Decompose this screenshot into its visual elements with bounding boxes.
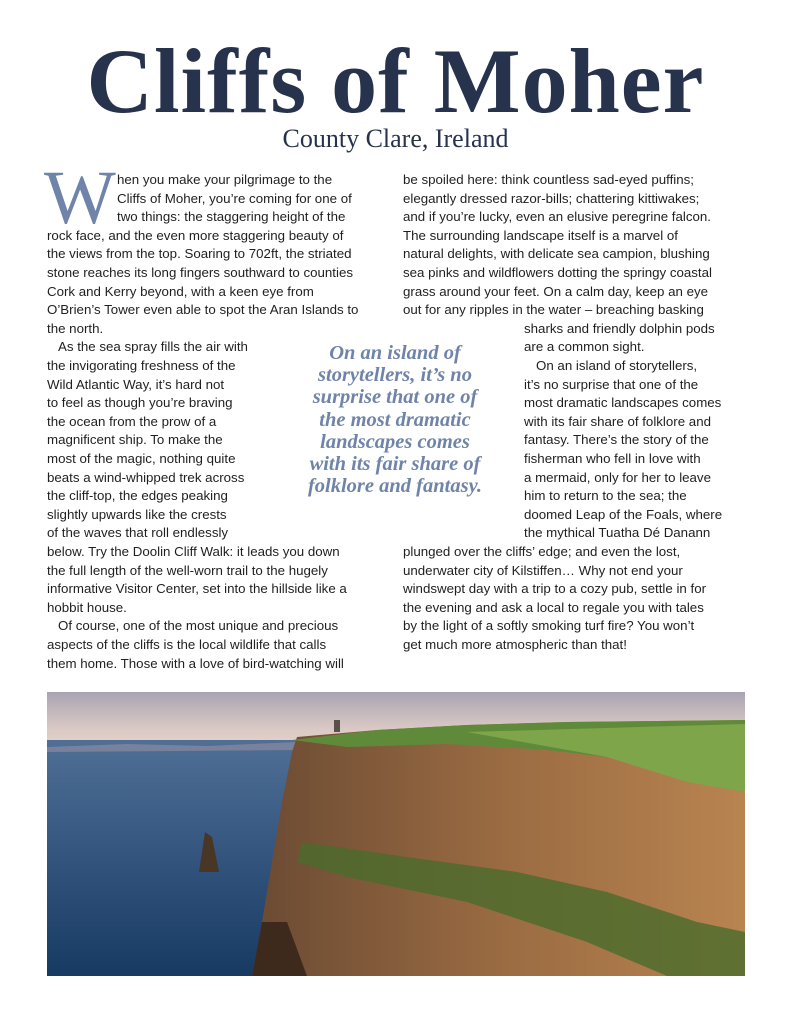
text-line: sea pinks and wildflowers dotting the springy coastal [403,265,712,280]
text-line: get much more atmospheric than that! [403,637,627,652]
text-line: Of course, one of the most unique and precious [58,618,339,634]
page-subtitle: County Clare, Ireland [282,124,509,153]
text-line: stone reaches its long fingers southward to counties [47,265,354,280]
text-line: magnificent ship. To make the [47,432,223,448]
text-line: hobbit house. [47,599,127,615]
text-line: the evening and ask a local to regale you with tales [403,599,704,615]
text-line: the mythical Tuatha Dé Danann [524,525,711,541]
text-line: the cliff-top, the edges peaking [47,488,228,504]
text-line: a mermaid, only for her to leave [524,469,711,485]
text-line: aspects of the cliffs is the local wildlife that calls [47,637,327,652]
text-line: are a common sight. [524,339,645,355]
text-line: it’s no surprise that one of the [524,376,699,392]
text-line: rock face, and the even more staggering beauty of [47,227,344,243]
text-line: out for any ripples in the water – breaching basking [403,302,704,318]
text-line: The surrounding landscape itself is a marvel of [403,227,678,243]
text-line: below. Try the Doolin Cliff Walk: it leads you down [47,544,340,559]
text-line: two things: the staggering height of the [117,209,346,225]
pull-quote-line: surprise that one of [312,386,478,409]
text-line: with its fair share of folklore and [524,413,711,429]
pull-quote-line: storytellers, it’s no [318,364,472,387]
text-line: by the light of a softly smoking turf fire? You won’t [403,618,695,634]
text-line: him to return to the sea; the [524,488,687,504]
pull-quote-line: folklore and fantasy. [307,475,483,498]
text-line: doomed Leap of the Foals, where [524,506,723,522]
text-line: plunged over the cliffs’ edge; and even the lost, [403,544,681,559]
text-line: natural delights, with delicate sea campion, blushing [403,246,710,262]
text-line: Wild Atlantic Way, it’s hard not [47,376,225,392]
text-line: Cliffs of Moher, you’re coming for one of [117,190,352,206]
text-line: of the waves that roll endlessly [47,525,229,541]
text-line: and if you’re lucky, even an elusive peregrine falcon. [403,209,711,225]
pull-quote-line: On an island of [329,342,461,364]
text-line: fantasy. There’s the story of the [524,432,709,448]
page-title: Cliffs of Moher [86,30,705,132]
text-line: the ocean from the prow of a [47,413,217,429]
text-line: the full length of the well-worn trail to the hugely [47,562,328,578]
text-line: On an island of storytellers, [536,358,698,373]
text-line: the invigorating freshness of the [47,358,236,373]
text-line: fisherman who fell in love with [524,451,701,466]
text-line: grass around your feet. On a calm day, keep an eye [403,283,709,299]
pull-quote-line: with its fair share of [309,453,481,475]
text-line: them home. Those with a love of bird-watching will [47,655,344,671]
drop-cap: W [44,156,116,240]
cliffs-photo [47,692,745,976]
pull-quote-line: the most dramatic [319,408,471,431]
pull-quote-line: landscapes comes [320,430,470,453]
text-line: informative Visitor Center, set into the hillside like a [47,581,347,597]
text-line: Cork and Kerry beyond, with a keen eye from [47,283,314,299]
text-line: beats a wind-whipped trek across [47,469,245,485]
text-line: O’Brien’s Tower even able to spot the Aran Islands to [47,302,359,318]
text-line: to feel as though you’re braving [47,395,233,411]
text-line: windswept day with a trip to a cozy pub, settle in for [403,581,707,597]
text-line: the north. [47,320,104,336]
text-line: hen you make your pilgrimage to the [117,172,333,187]
text-line: underwater city of Kilstiffen… Why not end your [403,562,683,578]
text-line: be spoiled here: think countless sad-eyed puffins; [403,172,694,187]
text-line: most of the magic, nothing quite [47,451,236,466]
text-line: slightly upwards like the crests [47,506,227,522]
text-line: the views from the top. Soaring to 702ft, the striated [47,246,352,262]
text-line: As the sea spray fills the air with [58,339,248,355]
text-line: most dramatic landscapes comes [524,395,722,411]
text-line: sharks and friendly dolphin pods [524,320,715,336]
text-line: elegantly dressed razor-bills; chattering kittiwakes; [403,190,700,206]
